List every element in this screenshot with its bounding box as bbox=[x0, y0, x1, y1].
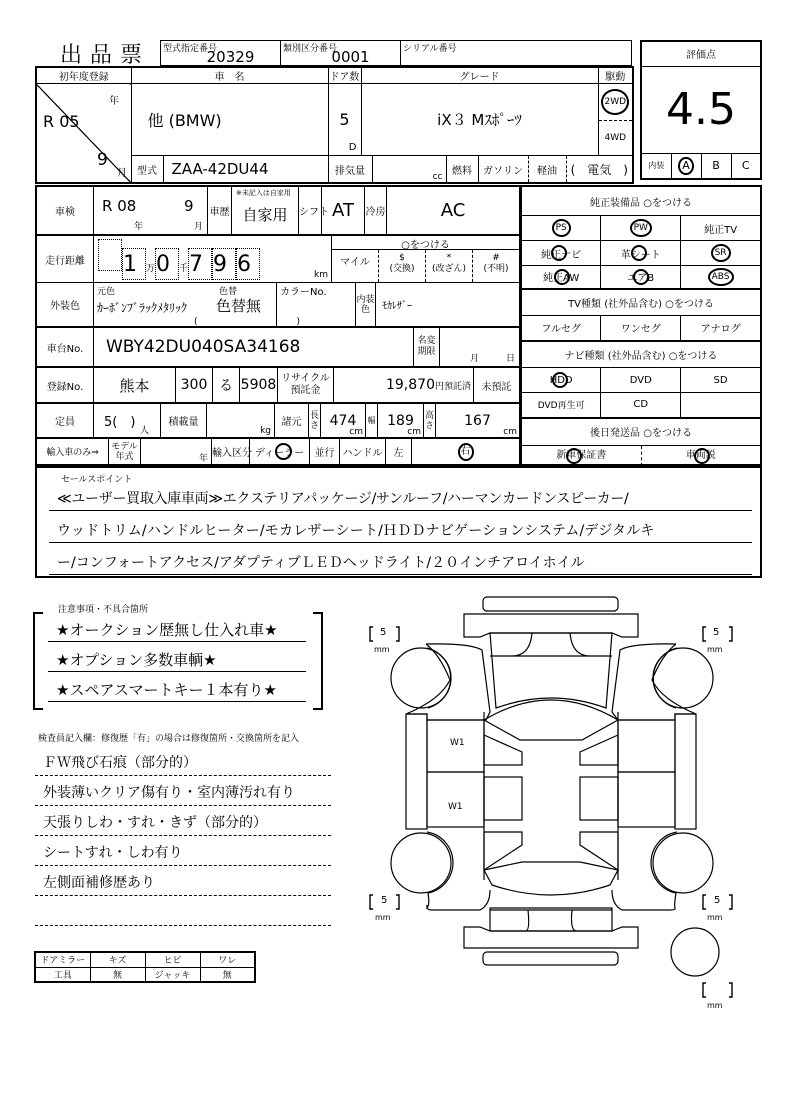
left-rear-fender bbox=[427, 890, 490, 910]
tread-front-right: 5 bbox=[713, 627, 720, 638]
mileage-digit: 6 bbox=[236, 248, 260, 280]
fuel-electric: ( 電気 ) bbox=[570, 162, 628, 177]
month-unit: 月 bbox=[470, 354, 480, 364]
month-unit: 月 bbox=[117, 168, 127, 179]
equip-sr: SR bbox=[711, 244, 731, 262]
mini-cell: ドアミラー bbox=[35, 952, 90, 967]
height-label: 高さ bbox=[424, 404, 436, 438]
tv-fullseg: フルセグ bbox=[521, 316, 601, 341]
reg-label: 登録No. bbox=[37, 368, 94, 403]
reg-number: 5908 bbox=[240, 368, 278, 403]
spare-tire bbox=[671, 928, 719, 976]
reg-area: 熊本 bbox=[94, 368, 176, 403]
shift-label: シフト bbox=[299, 187, 322, 235]
recycle-unpaid: 未預託 bbox=[474, 368, 520, 403]
reg-kana: る bbox=[213, 368, 240, 403]
mini-cell: ヒビ bbox=[145, 952, 200, 967]
car-name-label: 車 名 bbox=[131, 67, 328, 84]
mini-cell: 無 bbox=[90, 967, 145, 982]
serial-label: シリアル番号 bbox=[403, 44, 457, 54]
mm-unit: mm bbox=[707, 913, 723, 922]
navi-label: ナビ種類 (社外品含む) ○をつける bbox=[521, 341, 761, 368]
evaluation-label: 評価点 bbox=[641, 41, 761, 66]
doors-value: 5 bbox=[339, 110, 350, 129]
inspector-line: 左側面補修歴あり bbox=[35, 866, 331, 896]
mark-label: ○をつける bbox=[332, 236, 519, 250]
left-side-sill bbox=[406, 714, 427, 829]
equipment-label: 純正装備品 ○をつける bbox=[521, 187, 761, 216]
import-type-label: 輸入区分 bbox=[212, 439, 250, 465]
displacement-label: 排気量 bbox=[329, 156, 373, 182]
handle-label: ハンドル bbox=[340, 439, 386, 465]
later-manual: 車両説 bbox=[685, 450, 716, 461]
navi-dvd: DVD bbox=[601, 368, 681, 393]
rear-window bbox=[484, 862, 618, 895]
ac-value: AC bbox=[387, 187, 520, 235]
inspector-label: 検査員記入欄：修復歴「有」の場合は修復箇所・交換箇所を記入 bbox=[38, 734, 300, 744]
length-value: 474 bbox=[329, 412, 357, 429]
class-label: 類別区分番号 bbox=[283, 44, 338, 54]
class-number: 0001 bbox=[331, 48, 370, 66]
left-front-fender bbox=[406, 644, 490, 720]
evaluation-score: 4.5 bbox=[641, 66, 761, 153]
spec-label: 諸元 bbox=[275, 404, 309, 438]
navi-cd: CD bbox=[601, 393, 681, 418]
note-line: ★オークション歴無し仕入れ車★ bbox=[48, 616, 306, 642]
first-reg-month: 9 bbox=[97, 150, 108, 170]
first-reg-label: 初年度登録 bbox=[36, 67, 131, 84]
handle-right: 右 bbox=[458, 443, 474, 461]
year-unit: 年 bbox=[198, 454, 208, 464]
wheel-rear-left bbox=[391, 833, 451, 893]
recolor-label: 色替 bbox=[219, 287, 238, 297]
drive-2wd: 2WD bbox=[601, 89, 629, 115]
right-side-sill bbox=[675, 714, 696, 829]
load-label: 積載量 bbox=[161, 404, 207, 438]
cm-unit: cm bbox=[349, 427, 363, 437]
mini-cell: ワレ bbox=[200, 952, 255, 967]
person-unit: 人 bbox=[140, 426, 150, 436]
tread-brackets bbox=[370, 627, 732, 997]
front-bumper-bar bbox=[483, 597, 618, 611]
mileage-label: 走行距離 bbox=[37, 236, 94, 283]
damage-mark: W1 bbox=[450, 738, 465, 748]
type-cert-label: 型式指定番号 bbox=[163, 44, 218, 54]
right-rear-fender bbox=[612, 890, 676, 910]
model-value: ZAA-42DU44 bbox=[163, 156, 328, 184]
recycle-amount: 19,870 bbox=[385, 377, 435, 393]
inspector-line: 外装薄いクリア傷有り・室内薄汚れ有り bbox=[35, 776, 331, 806]
inspector-line: ＦＷ飛び石痕（部分的） bbox=[35, 746, 331, 776]
sen-unit: 千 bbox=[179, 263, 189, 274]
shift-value: AT bbox=[322, 187, 365, 235]
inspector-line: シートすれ・しわ有り bbox=[35, 836, 331, 866]
interior-color-label: 内装色 bbox=[356, 283, 376, 327]
mark-exchanged[interactable]: (交換) bbox=[389, 264, 415, 274]
recolor-value: 色替無 bbox=[216, 297, 262, 315]
year-unit: 年 bbox=[134, 222, 144, 232]
inspection-label: 車検 bbox=[37, 187, 94, 235]
reg-class: 300 bbox=[176, 368, 213, 403]
left-rear-door bbox=[427, 772, 484, 827]
mini-cell: 工具 bbox=[35, 967, 90, 982]
history-value: 自家用 bbox=[242, 206, 288, 224]
car-name: 他 (BMW) bbox=[131, 84, 328, 156]
recolor-paren: ( ) bbox=[194, 317, 301, 327]
sales-line: ウッドトリム/ハンドルヒーター/モカレザーシート/ＨＤＤナビゲーションシステム/デジタルキ bbox=[49, 517, 752, 543]
equip-leather: 革シート bbox=[620, 249, 661, 261]
mm-unit: mm bbox=[375, 913, 391, 922]
handle-left: 左 bbox=[386, 439, 412, 465]
fuel-gasoline: ガソリン bbox=[479, 156, 529, 182]
year-unit: 年 bbox=[109, 96, 119, 107]
first-reg-era: R 05 bbox=[43, 112, 80, 131]
grade-label: グレード bbox=[361, 67, 598, 84]
mark-symbol: * bbox=[446, 253, 452, 263]
mm-unit: mm bbox=[707, 1001, 723, 1010]
tread-rear-right: 5 bbox=[714, 895, 721, 906]
mark-unknown[interactable]: (不明) bbox=[483, 264, 509, 274]
interior-grade-b: B bbox=[701, 153, 731, 179]
equip-navi: 純正ナビ bbox=[541, 249, 582, 261]
model-year-label: モデル年式 bbox=[109, 439, 141, 465]
cm-unit: cm bbox=[407, 427, 421, 437]
note-line: ★オプション多数車輌★ bbox=[48, 646, 306, 672]
equip-abs: ABS bbox=[708, 268, 734, 286]
equip-aw: 純正AW bbox=[543, 273, 580, 285]
capacity-value: 5( ) bbox=[104, 415, 136, 430]
wheel-rear-right bbox=[653, 833, 713, 893]
recycle-label: リサイクル預託金 bbox=[278, 368, 334, 403]
color-no-label: カラーNo. bbox=[277, 283, 356, 327]
inspector-line: 天張りしわ・すれ・きず（部分的） bbox=[35, 806, 331, 836]
front-right-seat-window bbox=[580, 735, 618, 765]
import-parallel: 並行 bbox=[310, 439, 340, 465]
mileage-digit: 9 bbox=[212, 248, 236, 280]
later-label: 後日発送品 ○をつける bbox=[521, 418, 761, 446]
mm-unit: mm bbox=[374, 645, 390, 654]
type-cert-number: 20329 bbox=[206, 48, 255, 66]
equip-tv: 純正TV bbox=[681, 216, 761, 241]
cm-unit: cm bbox=[503, 427, 517, 437]
color-label: 外装色 bbox=[37, 283, 94, 327]
tv-label: TV種類 (社外品含む) ○をつける bbox=[521, 289, 761, 316]
ac-label: 冷房 bbox=[365, 187, 387, 235]
hood bbox=[490, 633, 612, 708]
front-left-seat-window bbox=[484, 735, 522, 765]
interior-label: 内装 bbox=[641, 153, 671, 179]
day-unit: 日 bbox=[505, 354, 515, 364]
equip-airbag: エアB bbox=[627, 273, 655, 285]
sales-line: ー/コンフォートアクセス/アダプティブＬＥＤヘッドライト/２０インチアロイホイル bbox=[49, 549, 752, 575]
mileage-digit: 0 bbox=[155, 248, 179, 280]
tread-rear-left: 5 bbox=[381, 895, 388, 906]
month-unit: 月 bbox=[194, 222, 204, 232]
drive-label: 駆動 bbox=[598, 67, 633, 84]
recycle-paid: 円預託済 bbox=[434, 382, 471, 392]
history-label: 車歴 bbox=[208, 187, 232, 235]
drive-4wd: 4WD bbox=[604, 132, 627, 143]
width-label: 幅 bbox=[366, 404, 378, 438]
mark-tampered[interactable]: (改ざん) bbox=[431, 264, 467, 274]
windshield bbox=[484, 700, 618, 740]
tv-oneseg: ワンセグ bbox=[601, 316, 681, 341]
mini-cell: 無 bbox=[200, 967, 255, 982]
notes-label: 注意事項・不具合箇所 bbox=[58, 605, 149, 615]
later-warranty: 新車保証書 bbox=[556, 450, 607, 461]
interior-color: ﾓｶﾚｻﾞｰ bbox=[376, 283, 520, 327]
mini-cell: ジャッキ bbox=[145, 967, 200, 982]
mini-cell: キズ bbox=[90, 952, 145, 967]
inspection-era: R 08 bbox=[102, 197, 137, 215]
vin-value: WBY42DU040SA34168 bbox=[94, 328, 414, 367]
page-title: 出品票 bbox=[60, 43, 151, 68]
navi-sd: SD bbox=[681, 368, 761, 393]
km-unit: km bbox=[314, 270, 328, 280]
interior-grade-c: C bbox=[731, 153, 761, 179]
damage-mark: W1 bbox=[448, 802, 463, 812]
trunk bbox=[490, 908, 612, 931]
doors-label: ドア数 bbox=[328, 67, 361, 84]
tread-front-left: 5 bbox=[380, 627, 387, 638]
grade-value: iX３ Mｽﾎﾟｰﾂ bbox=[361, 84, 598, 156]
interior-grade-a: A bbox=[678, 157, 694, 175]
mark-mile[interactable]: マイル bbox=[340, 257, 370, 268]
kg-unit: kg bbox=[260, 426, 271, 436]
vin-label: 車台No. bbox=[37, 328, 94, 367]
mark-symbol: # bbox=[492, 253, 500, 263]
height-value: 167 bbox=[464, 412, 491, 429]
length-label: 長さ bbox=[309, 404, 321, 438]
orig-color: ｶｰﾎﾞﾝﾌﾞﾗｯｸﾒﾀﾘｯｸ bbox=[97, 301, 188, 315]
history-note: ※未記入は自家用 bbox=[236, 189, 291, 197]
capacity-label: 定員 bbox=[37, 404, 94, 438]
doors-unit: D bbox=[348, 142, 357, 153]
orig-color-label: 元色 bbox=[97, 287, 116, 297]
fuel-label: 燃料 bbox=[447, 156, 479, 182]
right-rear-door bbox=[618, 772, 675, 827]
fuel-diesel: 軽油 bbox=[529, 156, 567, 182]
model-label: 型式 bbox=[131, 156, 163, 184]
mileage-digit: 7 bbox=[188, 248, 212, 280]
mm-unit: mm bbox=[707, 645, 723, 654]
mark-symbol: $ bbox=[399, 253, 405, 263]
man-unit: 万 bbox=[146, 263, 156, 274]
right-front-door bbox=[618, 720, 675, 772]
navi-hdd: HDD bbox=[549, 374, 573, 386]
inspection-month: 9 bbox=[184, 197, 194, 215]
mileage-digit: 1 bbox=[122, 248, 146, 280]
sales-label: セールスポイント bbox=[61, 475, 133, 485]
import-dealer: ディーラー bbox=[254, 448, 305, 459]
width-value: 189 bbox=[387, 412, 414, 429]
equip-pw: PW bbox=[630, 219, 652, 237]
navi-dvd-playback: DVD再生可 bbox=[521, 393, 601, 418]
equip-ps: PS bbox=[552, 219, 571, 237]
name-change-label: 名変期限 bbox=[414, 328, 440, 367]
note-line: ★スペアスマートキー１本有り★ bbox=[48, 676, 306, 702]
sales-line: ≪ユーザー買取入庫車両≫エクステリアパッケージ/サンルーフ/ハーマンカードンスピーカー/ bbox=[49, 485, 752, 511]
import-label: 輸入車のみ⇒ bbox=[37, 439, 109, 465]
cc-unit: cc bbox=[432, 172, 443, 182]
tv-analog: アナログ bbox=[681, 316, 761, 341]
rear-bumper-bar bbox=[483, 952, 618, 965]
